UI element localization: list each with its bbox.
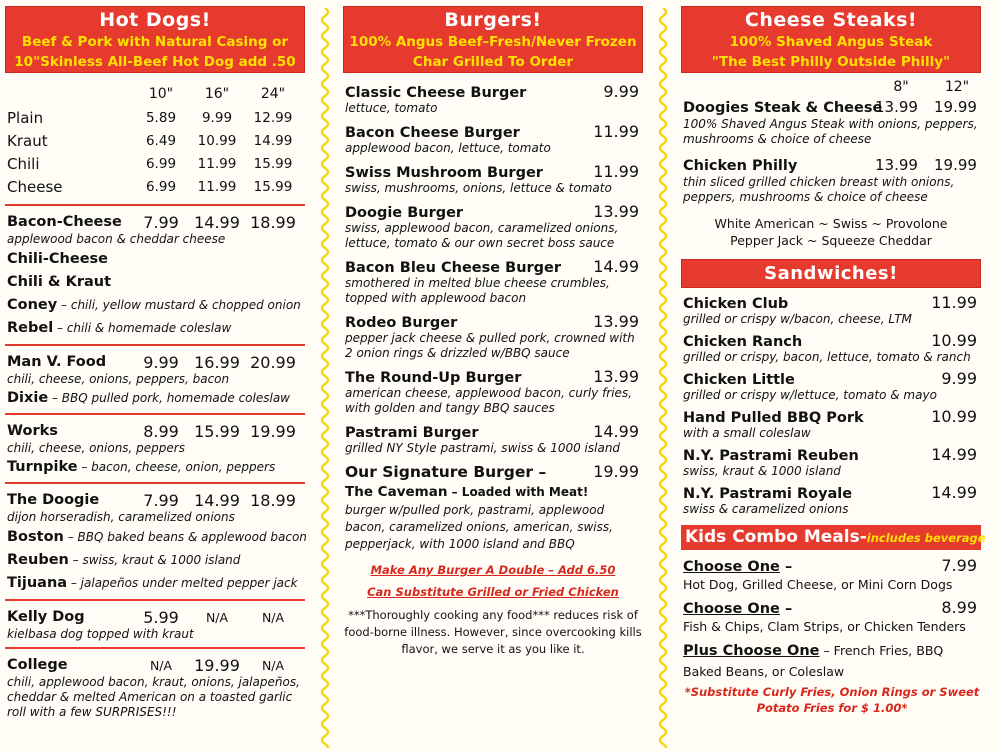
item-description: applewood bacon & cheddar cheese	[7, 232, 226, 246]
item-description: swiss, applewood bacon, caramelized onions, lettuce, tomato & our own secret boss sauce	[345, 221, 619, 250]
man-v-food-group	[5, 353, 305, 408]
menu-item	[345, 367, 643, 416]
variant-name: Turnpike	[7, 459, 78, 475]
item-name: Chicken Ranch	[683, 334, 803, 350]
item-name: Doogie Burger	[345, 205, 464, 221]
variant-description: – bacon, cheese, onion, peppers	[77, 460, 276, 474]
item-description: with a small coleslaw	[683, 426, 811, 440]
menu-item	[683, 369, 981, 403]
variant-description: – jalapeños under melted pepper jack	[67, 576, 298, 590]
steak-item	[683, 155, 981, 205]
item-name: Swiss Mushroom Burger	[345, 165, 543, 181]
signature-burger	[345, 462, 643, 553]
steak-item	[683, 97, 981, 147]
menu-item	[345, 422, 643, 456]
variant-name: Dixie	[7, 390, 49, 406]
sandwiches-header	[681, 259, 981, 288]
variant-name: Rebel	[7, 320, 54, 336]
food-safety-notice: ***Thoroughly cooking any food*** reduces risk of food-borne illness. However, since overcooking kills flavor, we serve it as you like it.	[344, 608, 642, 656]
fries-substitute-note: *Substitute Curly Fries, Onion Rings or Sweet Potato Fries for $ 1.00*	[684, 685, 980, 715]
item-price: 11.99	[931, 293, 977, 312]
size-24: 24"	[260, 86, 286, 102]
variant-list	[7, 525, 305, 594]
burgers-subtitle-1: 100% Angus Beef–Fresh/Never Frozen	[349, 34, 637, 50]
item-name: Hand Pulled BBQ Pork	[683, 410, 864, 426]
cheese-choices-line-2: Pepper Jack ~ Squeeze Cheddar	[730, 233, 932, 248]
kids-side-choice	[683, 640, 981, 681]
item-description: chili, cheese, onions, peppers, bacon	[7, 372, 230, 386]
cheese-choices	[681, 215, 981, 249]
sandwich-list	[681, 293, 981, 517]
item-description: smothered in melted blue cheese crumbles, topped with applewood bacon	[345, 276, 610, 305]
chicken-substitute-note: Can Substitute Grilled or Fried Chicken	[367, 585, 619, 599]
divider	[5, 599, 305, 601]
size-10: 10"	[148, 86, 174, 102]
kids-includes-note: includes beverage	[866, 531, 986, 545]
menu-item	[683, 331, 981, 365]
menu-item	[683, 293, 981, 327]
item-price-8: 13.99	[875, 156, 918, 174]
cheese-steaks-subtitle-2: "The Best Philly Outside Philly"	[711, 54, 951, 70]
item-price: 14.99	[931, 445, 977, 464]
menu-item	[345, 162, 643, 196]
item-name: The Round-Up Burger	[345, 370, 522, 386]
steak-size-header	[681, 79, 981, 97]
divider	[5, 413, 305, 415]
variant-description: – chili, yellow mustard & chopped onion	[57, 298, 301, 312]
item-description: pepper jack cheese & pulled pork, crowned with 2 onion rings & drizzled w/BBQ sauce	[345, 331, 635, 360]
menu-item	[345, 312, 643, 361]
item-description: grilled or crispy w/lettuce, tomato & mayo	[683, 388, 937, 402]
divider	[5, 344, 305, 346]
size-header-row	[5, 85, 305, 104]
item-description: applewood bacon, lettuce, tomato	[345, 141, 551, 155]
item-description: chili, cheese, onions, peppers	[7, 441, 185, 455]
item-description: grilled NY Style pastrami, swiss & 1000 island	[345, 441, 621, 455]
kids-combo-title: Kids Combo Meals-	[685, 527, 867, 547]
college-group	[5, 656, 305, 720]
item-description: grilled or crispy w/bacon, cheese, LTM	[683, 312, 912, 326]
kids-choice: Choose One – 7.99 Hot Dog, Grilled Cheese, or Mini Corn Dogs	[683, 556, 981, 592]
item-description: swiss, kraut & 1000 island	[683, 464, 841, 478]
menu-item: College N/A 19.99 N/A	[7, 656, 285, 675]
item-description: 100% Shaved Angus Steak with onions, peppers, mushrooms & choice of cheese	[683, 117, 978, 146]
works-group	[5, 422, 305, 477]
size-8: 8"	[893, 79, 909, 95]
burgers-section	[343, 6, 643, 658]
hot-dogs-section	[5, 6, 305, 720]
variant-name: Chili-Cheese	[7, 251, 108, 267]
cheese-steaks-subtitle-1: 100% Shaved Angus Steak	[729, 34, 933, 50]
menu-item	[683, 407, 981, 441]
menu-item: Kelly Dog 5.99 N/A N/A	[7, 608, 285, 627]
menu-item	[345, 202, 643, 251]
item-description: american cheese, applewood bacon, curly fries, with golden and tangy BBQ sauces	[345, 386, 633, 415]
menu-item: Bacon-Cheese 7.99 14.99 18.99	[7, 213, 296, 232]
item-name: Pastrami Burger	[345, 425, 479, 441]
variant-description: – BBQ pulled pork, homemade coleslaw	[48, 391, 290, 405]
burgers-header	[343, 6, 643, 73]
item-price-8: 13.99	[875, 98, 918, 116]
hot-dogs-header	[5, 6, 305, 73]
burgers-subtitle-2: Char Grilled To Order	[412, 54, 574, 70]
item-price: 13.99	[593, 367, 639, 386]
menu-item: Plain 5.89 9.99 12.99	[7, 109, 293, 127]
item-price: 10.99	[931, 407, 977, 426]
item-price-12: 19.99	[934, 156, 977, 174]
divider	[5, 482, 305, 484]
item-name: Bacon Bleu Cheese Burger	[345, 260, 562, 276]
item-price: 14.99	[593, 422, 639, 441]
sandwiches-title: Sandwiches!	[764, 263, 898, 284]
size-12: 12"	[944, 79, 970, 95]
divider	[5, 204, 305, 206]
kids-choice: Choose One – 8.99 Fish & Chips, Clam Strips, or Chicken Tenders	[683, 598, 981, 634]
item-price-12: 19.99	[934, 98, 977, 116]
item-name: Bacon Cheese Burger	[345, 125, 520, 141]
menu-item	[345, 82, 643, 116]
item-price: 11.99	[593, 162, 639, 181]
kids-combo-header	[681, 525, 986, 550]
variant-description: – BBQ baked beans & applewood bacon	[63, 530, 307, 544]
choice-name: Plus Choose One	[683, 643, 820, 659]
item-description: grilled or crispy, bacon, lettuce, tomato & ranch	[683, 350, 971, 364]
menu-item: The Doogie 7.99 14.99 18.99	[7, 491, 296, 510]
item-name: Chicken Philly	[683, 158, 798, 174]
item-description: dijon horseradish, caramelized onions	[7, 510, 235, 524]
hot-dogs-subtitle-2: 10"Skinless All-Beef Hot Dog add .50	[14, 54, 296, 70]
variant-description: – chili & homemade coleslaw	[53, 321, 232, 335]
item-description: thin sliced grilled chicken breast with onions, peppers, mushrooms & choice of cheese	[683, 175, 955, 204]
double-burger-note: Make Any Burger A Double – Add 6.50	[370, 563, 616, 577]
item-name: Chicken Club	[683, 296, 789, 312]
doogie-group	[5, 491, 305, 594]
menu-item: Cheese 6.99 11.99 15.99	[7, 178, 293, 196]
item-name: N.Y. Pastrami Reuben	[683, 448, 859, 464]
item-description: lettuce, tomato	[345, 101, 438, 115]
menu-item: Chili 6.99 11.99 15.99	[7, 155, 293, 173]
item-price: 13.99	[593, 202, 639, 221]
item-name: Our Signature Burger –	[345, 463, 547, 481]
item-price: 9.99	[941, 369, 977, 388]
bacon-cheese-group	[5, 213, 305, 339]
choice-description: Hot Dog, Grilled Cheese, or Mini Corn Dogs	[683, 577, 953, 592]
item-name: Doogies Steak & Cheese	[683, 100, 883, 116]
item-price: 14.99	[593, 257, 639, 276]
item-name: Rodeo Burger	[345, 315, 458, 331]
menu-item: Man V. Food 9.99 16.99 20.99	[7, 353, 296, 372]
variant-name: Tijuana	[7, 575, 68, 591]
right-column	[681, 6, 986, 716]
item-subname: The Caveman	[345, 484, 448, 500]
choice-description: Fish & Chips, Clam Strips, or Chicken Tenders	[683, 619, 966, 634]
hot-dogs-subtitle-1: Beef & Pork with Natural Casing or	[21, 34, 289, 50]
burgers-title: Burgers!	[444, 9, 542, 31]
menu-item	[345, 257, 643, 306]
choice-price: 7.99	[941, 556, 977, 575]
item-price: 13.99	[593, 312, 639, 331]
variant-description: – swiss, kraut & 1000 island	[68, 553, 241, 567]
item-description: chili, applewood bacon, kraut, onions, jalapeños, cheddar & melted American on a toasted garlic roll with a few SURPRISES!!!	[7, 675, 300, 719]
item-description: swiss, mushrooms, onions, lettuce & tomato	[345, 181, 612, 195]
menu-item	[683, 445, 981, 479]
menu-item	[345, 122, 643, 156]
item-price: 9.99	[603, 82, 639, 101]
variant-name: Reuben	[7, 552, 69, 568]
kids-combo-list	[683, 556, 981, 716]
burger-list	[343, 82, 643, 553]
cheese-choices-line-1: White American ~ Swiss ~ Provolone	[714, 216, 948, 231]
variant-name: Boston	[7, 529, 64, 545]
item-price: 19.99	[593, 462, 639, 481]
kelly-dog-group	[5, 608, 305, 642]
cheese-steaks-header	[681, 6, 981, 73]
hot-dogs-title: Hot Dogs!	[99, 9, 211, 31]
item-price: 14.99	[931, 483, 977, 502]
wavy-divider	[656, 8, 670, 748]
item-description: swiss & caramelized onions	[683, 502, 849, 516]
choice-name: Choose One	[683, 601, 780, 617]
item-price: 11.99	[593, 122, 639, 141]
wavy-divider	[318, 8, 332, 748]
menu-item: Kraut 6.49 10.99 14.99	[7, 132, 293, 150]
item-name: N.Y. Pastrami Royale	[683, 486, 853, 502]
cheese-steaks-title: Cheese Steaks!	[744, 9, 918, 31]
menu-item: Works 8.99 15.99 19.99	[7, 422, 296, 441]
item-description: kielbasa dog topped with kraut	[7, 627, 194, 641]
variant-list	[7, 247, 305, 339]
item-subdescription: – Loaded with Meat!	[447, 485, 589, 499]
item-name: Classic Cheese Burger	[345, 85, 527, 101]
choice-name: Choose One	[683, 559, 780, 575]
choice-description: – French Fries, BBQ Baked Beans, or Coleslaw	[683, 643, 944, 679]
divider	[5, 647, 305, 649]
menu-item	[683, 483, 981, 517]
choice-price: 8.99	[941, 598, 977, 617]
item-description: burger w/pulled pork, pastrami, applewood bacon, caramelized onions, american, swiss, pepperjack, with 1000 island and BBQ	[345, 503, 613, 551]
item-price: 10.99	[931, 331, 977, 350]
item-name: Chicken Little	[683, 372, 795, 388]
size-16: 16"	[204, 86, 230, 102]
basic-hot-dogs	[5, 107, 305, 199]
variant-name: Chili & Kraut	[7, 274, 112, 290]
variant-name: Coney	[7, 297, 58, 313]
